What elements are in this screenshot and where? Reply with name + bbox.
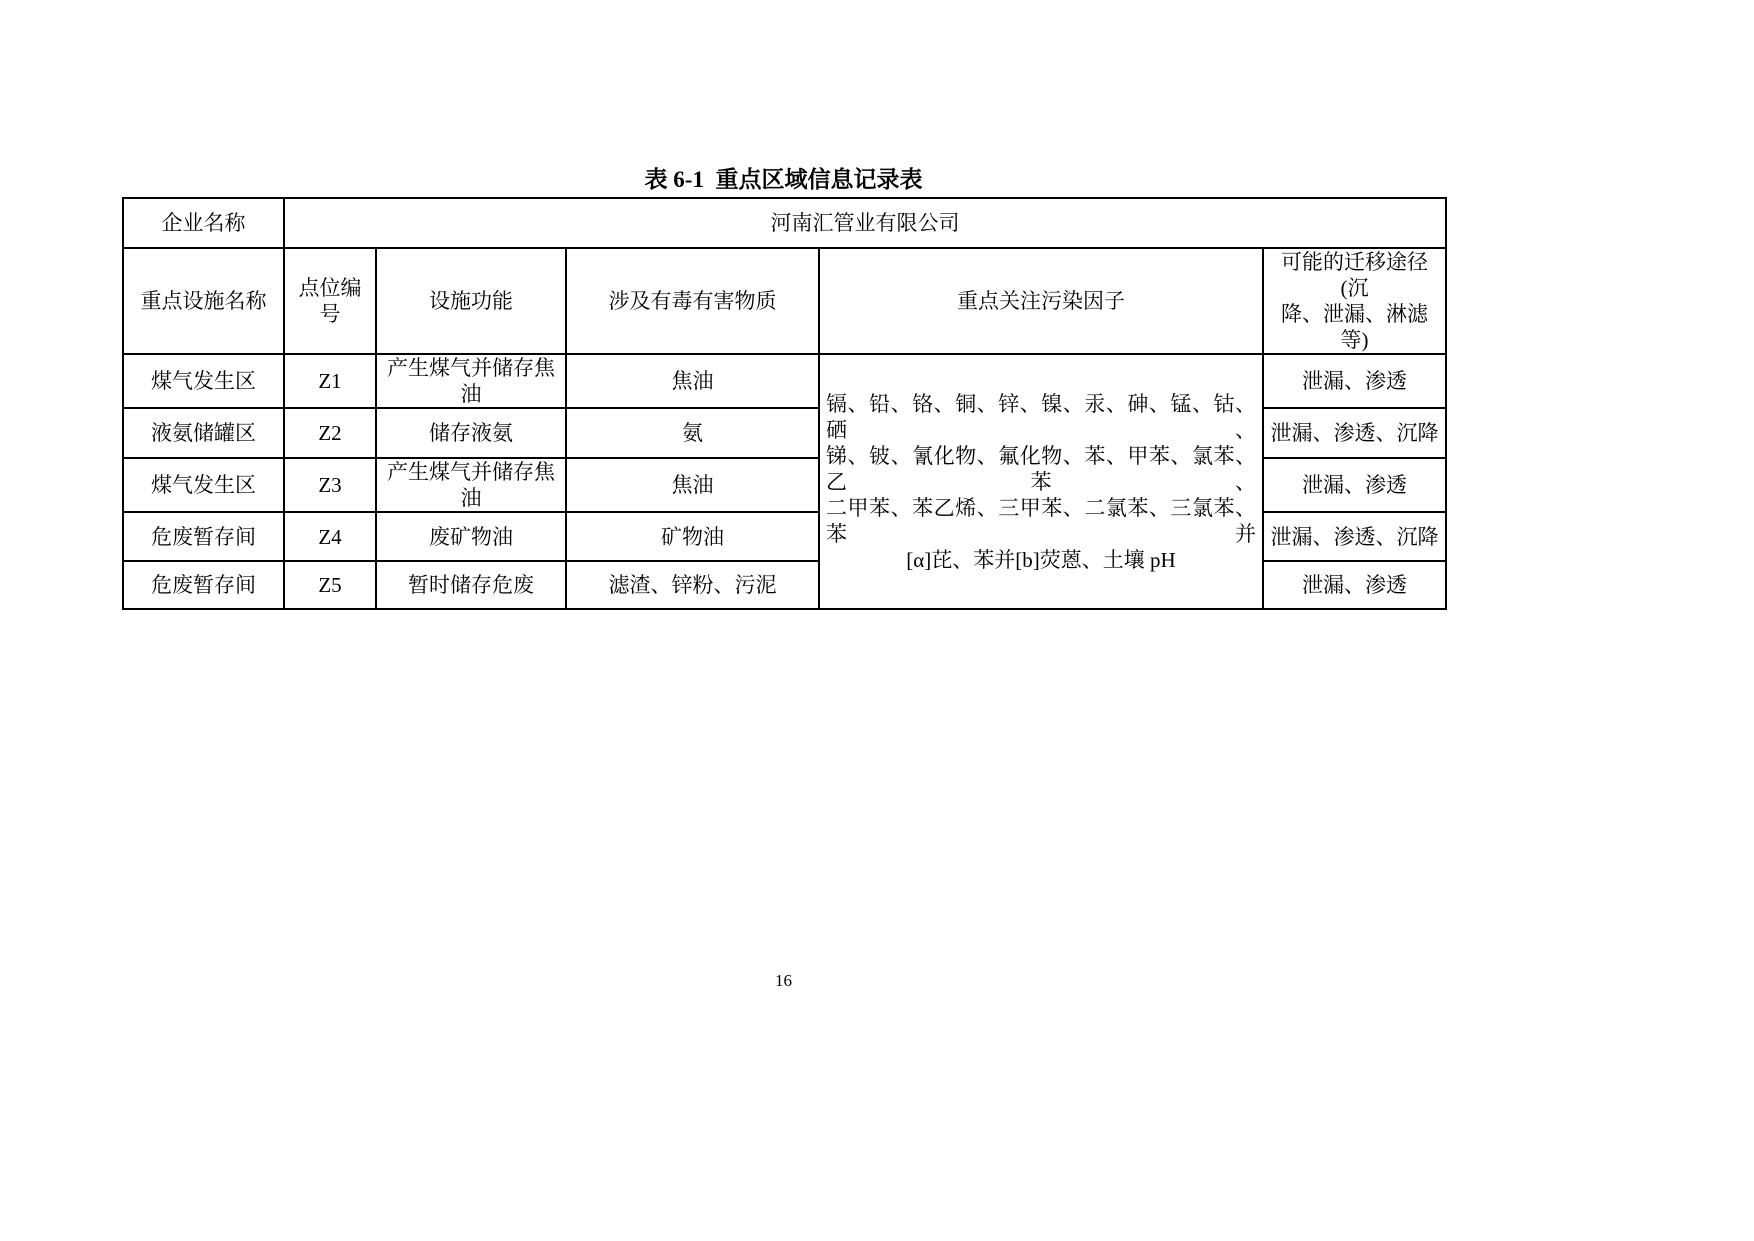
cell-facility: 煤气发生区 [123,458,284,512]
header-migration [1263,248,1446,354]
key-area-info-table [122,197,1447,610]
cell-migration: 泄漏、渗透 [1263,354,1446,408]
header-substances: 涉及有毒有害物质 [566,248,819,354]
cell-facility: 危废暂存间 [123,561,284,609]
cell-function: 产生煤气并储存焦油 [376,354,566,408]
company-value-cell: 河南汇管业有限公司 [284,198,1446,248]
header-point-id [284,248,376,354]
cell-function: 废矿物油 [376,512,566,561]
cell-substances: 氨 [566,408,819,458]
company-row [123,198,1446,248]
cell-facility: 煤气发生区 [123,354,284,408]
header-migration-line1: 可能的迁移途径(沉 [1281,250,1429,301]
header-pollutants: 重点关注污染因子 [819,248,1263,354]
header-facility: 重点设施名称 [123,248,284,354]
cell-substances: 矿物油 [566,512,819,561]
page-number: 16 [775,971,792,990]
table-row-z1 [123,354,1446,408]
cell-migration: 泄漏、渗透、沉降 [1263,408,1446,458]
cell-point-id: Z5 [284,561,376,609]
cell-function: 产生煤气并储存焦油 [376,458,566,512]
cell-point-id: Z4 [284,512,376,561]
cell-substances: 滤渣、锌粉、污泥 [566,561,819,609]
cell-point-id: Z3 [284,458,376,512]
pollutant-line-1: 镉、铅、铬、铜、锌、镍、汞、砷、锰、钴、硒、 [826,391,1256,442]
pollutant-line-2: 锑、铍、氰化物、氟化物、苯、甲苯、氯苯、乙苯、 [826,443,1256,494]
cell-migration: 泄漏、渗透 [1263,561,1446,609]
cell-migration: 泄漏、渗透 [1263,458,1446,512]
cell-substances: 焦油 [566,354,819,408]
cell-facility: 液氨储罐区 [123,408,284,458]
header-migration-line2: 降、泄漏、淋滤等) [1281,302,1429,353]
cell-facility: 危废暂存间 [123,512,284,561]
table-title: 表 6-1 重点区域信息记录表 [644,167,923,192]
header-row [123,248,1446,354]
cell-function: 暂时储存危废 [376,561,566,609]
cell-migration: 泄漏、渗透、沉降 [1263,512,1446,561]
header-function: 设施功能 [376,248,566,354]
cell-function: 储存液氨 [376,408,566,458]
header-point-id-text: 点位编号 [298,276,362,327]
cell-point-id: Z1 [284,354,376,408]
pollutant-line-3: 二甲苯、苯乙烯、三甲苯、二氯苯、三氯苯、苯并 [826,495,1256,546]
company-label-cell: 企业名称 [123,198,284,248]
cell-substances: 焦油 [566,458,819,512]
pollutant-line-4: [α]芘、苯并[b]荧蒽、土壤 pH [906,547,1176,572]
cell-pollutant-factors [819,354,1263,609]
cell-point-id: Z2 [284,408,376,458]
